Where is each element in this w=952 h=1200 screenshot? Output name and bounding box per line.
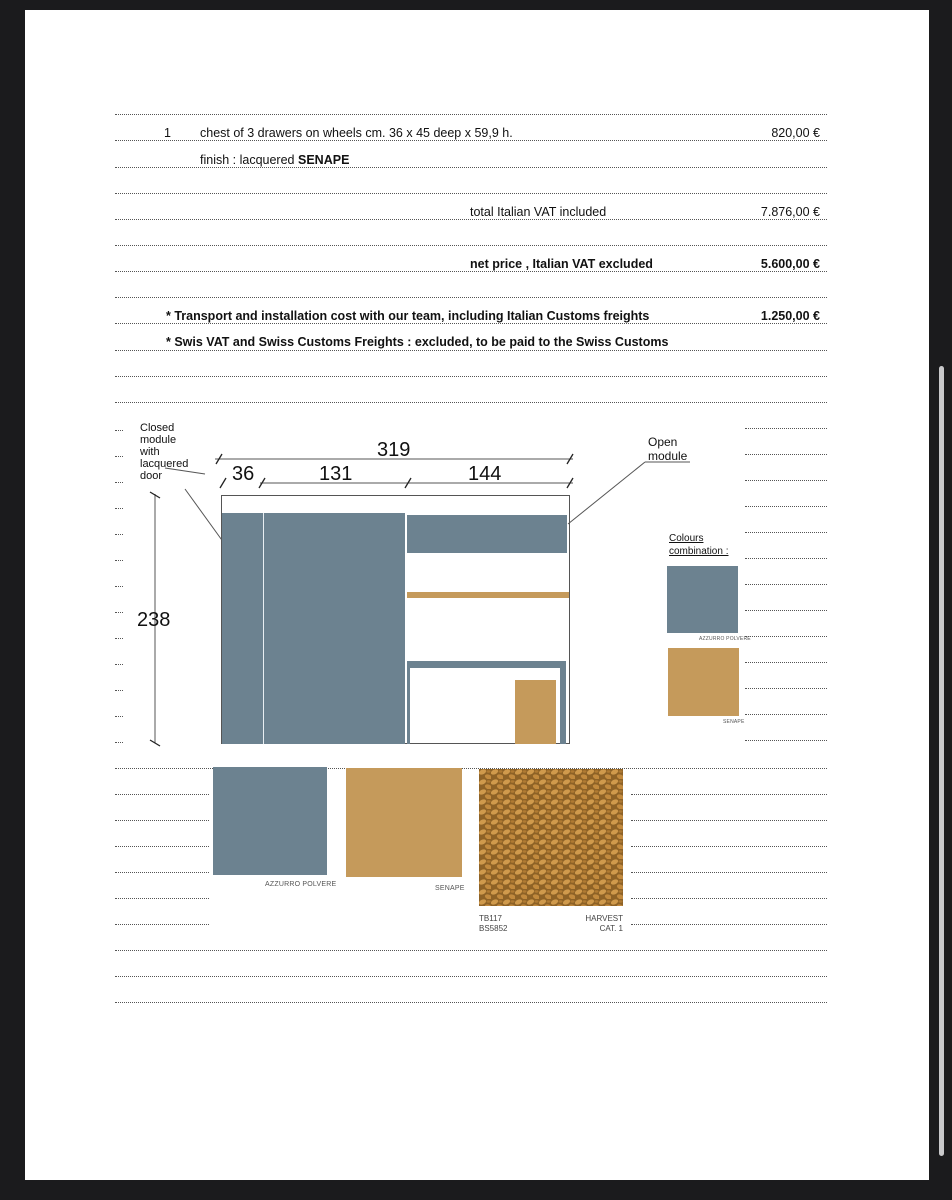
desk-leg <box>407 661 410 744</box>
open-label-line: module <box>648 449 688 463</box>
sample-caption-azzurro: AZZURRO POLVERE <box>265 881 337 888</box>
colour-swatch-senape <box>668 648 739 716</box>
closed-label-line: Closed <box>140 422 175 434</box>
desk-side <box>560 661 566 744</box>
drawer-unit <box>515 680 556 744</box>
swatch-caption-senape: SENAPE <box>723 719 745 725</box>
total-label: total Italian VAT included <box>470 205 607 219</box>
closed-label-line: door <box>140 470 163 482</box>
net-price-value: 5.600,00 € <box>760 257 820 271</box>
shelf <box>407 592 569 598</box>
item-price: 820,00 € <box>771 126 820 140</box>
desk-top <box>409 661 566 668</box>
fabric-category: CAT. 1 <box>599 924 623 933</box>
fabric-texture <box>479 769 623 906</box>
fabric-name-line: HARVEST <box>585 914 623 923</box>
dimension-a: 36 <box>232 463 255 485</box>
swiss-vat-note: * Swis VAT and Swiss Customs Freights : excluded, to be paid to the Swiss Customs <box>166 335 669 349</box>
fabric-name <box>565 914 623 934</box>
document-page <box>25 10 929 1180</box>
colours-title-line: combination : <box>669 546 729 557</box>
transport-note: * Transport and installation cost with our team, including Italian Customs freights <box>166 309 650 323</box>
sample-senape <box>346 768 462 877</box>
colours-combination-title <box>669 532 728 558</box>
open-module-label <box>648 435 687 463</box>
fabric-code-2: BS5852 <box>479 924 508 933</box>
total-value: 7.876,00 € <box>760 205 820 219</box>
colour-swatch-azzurro <box>667 566 738 633</box>
vertical-scrollbar[interactable] <box>939 366 944 1156</box>
open-label-line: Open <box>648 435 678 449</box>
open-module-top <box>407 515 567 553</box>
finish-name: SENAPE <box>298 153 350 167</box>
dimension-c: 144 <box>468 463 502 485</box>
dimension-height: 238 <box>137 609 171 631</box>
net-price-label: net price , Italian VAT excluded <box>470 257 653 271</box>
dimension-total: 319 <box>377 439 411 461</box>
closed-label-line: with <box>140 446 160 458</box>
closed-module-label <box>140 422 188 482</box>
finish-prefix: finish : lacquered <box>200 153 295 167</box>
sample-azzurro-polvere <box>213 767 327 875</box>
colours-title-line: Colours <box>669 533 704 544</box>
sample-caption-senape: SENAPE <box>435 885 465 892</box>
closed-door-panel <box>222 513 264 744</box>
closed-label-line: module <box>140 434 177 446</box>
item-description: chest of 3 drawers on wheels cm. 36 x 45 deep x 59,9 h. <box>200 126 513 140</box>
fabric-sample-harvest <box>479 769 623 906</box>
fabric-codes <box>479 914 507 934</box>
transport-value: 1.250,00 € <box>760 309 820 323</box>
item-quantity: 1 <box>164 126 171 140</box>
dimension-b: 131 <box>319 463 353 485</box>
swatch-caption-azzurro: AZZURRO POLVERE <box>699 636 751 642</box>
closed-label-line: lacquered <box>140 458 189 470</box>
fabric-code-1: TB117 <box>479 914 502 923</box>
closed-door-panel <box>264 513 405 744</box>
